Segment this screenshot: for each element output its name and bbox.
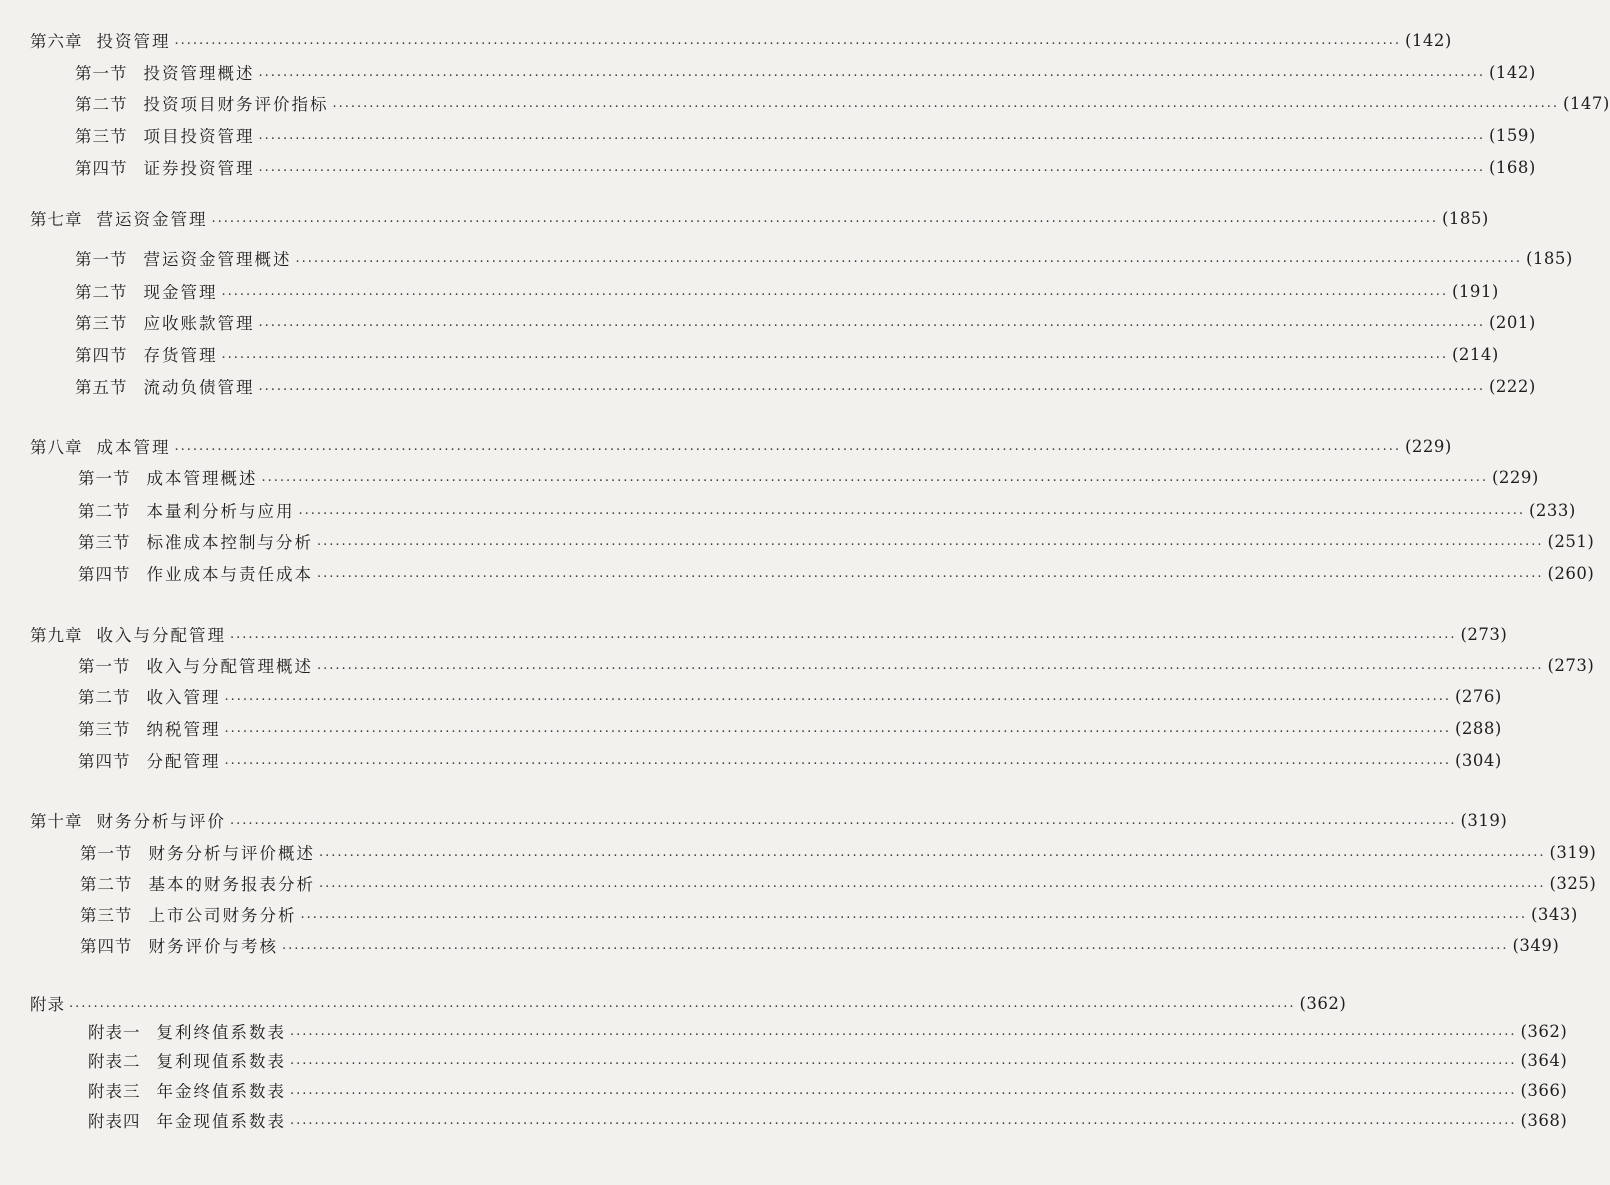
toc-section-entry[interactable] bbox=[88, 1108, 1568, 1132]
page-number: (364) bbox=[1520, 1050, 1568, 1070]
dot-leader: ........................................................................................................................................................................................................ bbox=[230, 626, 1457, 642]
entry-title: 财务分析与评价概述 bbox=[148, 844, 315, 863]
dot-leader: ........................................................................................................................................................................................................ bbox=[69, 995, 1296, 1011]
toc-section-entry[interactable] bbox=[75, 91, 1610, 115]
entry-label: 第二节 bbox=[78, 502, 131, 521]
entry-label: 第六章 bbox=[30, 32, 83, 51]
entry-title: 收入与分配管理概述 bbox=[146, 657, 313, 676]
entry-title: 营运资金管理概述 bbox=[143, 250, 292, 269]
entry-label: 附录 bbox=[30, 995, 65, 1014]
entry-label: 第三节 bbox=[75, 314, 128, 333]
entry-title: 本量利分析与应用 bbox=[146, 502, 295, 521]
toc-section-entry[interactable] bbox=[75, 246, 1573, 270]
dot-leader: ........................................................................................................................................................................................................ bbox=[298, 502, 1525, 518]
page-number: (185) bbox=[1525, 248, 1573, 268]
entry-title: 证券投资管理 bbox=[143, 159, 255, 178]
entry-label: 附表一 bbox=[88, 1023, 141, 1042]
toc-section-entry[interactable] bbox=[75, 310, 1536, 334]
page-number: (276) bbox=[1454, 686, 1502, 706]
page-number: (185) bbox=[1441, 208, 1489, 228]
dot-leader: ........................................................................................................................................................................................................ bbox=[300, 906, 1527, 922]
dot-leader: ........................................................................................................................................................................................................ bbox=[317, 565, 1544, 581]
entry-title: 年金终值系数表 bbox=[156, 1082, 286, 1101]
entry-title: 标准成本控制与分析 bbox=[146, 533, 313, 552]
entry-title: 项目投资管理 bbox=[143, 127, 255, 146]
page-number: (142) bbox=[1488, 62, 1536, 82]
dot-leader: ........................................................................................................................................................................................................ bbox=[332, 95, 1559, 111]
entry-title: 投资项目财务评价指标 bbox=[143, 95, 329, 114]
entry-label: 附表四 bbox=[88, 1112, 141, 1131]
toc-section-entry[interactable] bbox=[78, 684, 1502, 708]
toc-section-entry[interactable] bbox=[80, 933, 1560, 957]
entry-title: 存货管理 bbox=[143, 346, 218, 365]
entry-title: 复利现值系数表 bbox=[156, 1052, 286, 1071]
dot-leader: ........................................................................................................................................................................................................ bbox=[224, 752, 1451, 768]
toc-section-entry[interactable] bbox=[75, 155, 1536, 179]
page-number: (251) bbox=[1547, 531, 1595, 551]
page-number: (288) bbox=[1454, 718, 1502, 738]
dot-leader: ........................................................................................................................................................................................................ bbox=[221, 346, 1448, 362]
dot-leader: ........................................................................................................................................................................................................ bbox=[290, 1082, 1517, 1098]
dot-leader: ........................................................................................................................................................................................................ bbox=[224, 720, 1451, 736]
page-number: (168) bbox=[1488, 157, 1536, 177]
page-number: (233) bbox=[1528, 500, 1576, 520]
toc-chapter-entry[interactable] bbox=[30, 28, 1452, 52]
entry-label: 第三节 bbox=[75, 127, 128, 146]
page-number: (368) bbox=[1520, 1110, 1568, 1130]
dot-leader: ........................................................................................................................................................................................................ bbox=[317, 533, 1544, 549]
entry-label: 第二节 bbox=[75, 95, 128, 114]
entry-title: 应收账款管理 bbox=[143, 314, 255, 333]
toc-chapter-entry[interactable] bbox=[30, 991, 1347, 1015]
entry-title: 投资管理 bbox=[96, 32, 171, 51]
dot-leader: ........................................................................................................................................................................................................ bbox=[211, 210, 1438, 226]
toc-section-entry[interactable] bbox=[78, 529, 1595, 553]
page-number: (273) bbox=[1547, 655, 1595, 675]
toc-chapter-entry[interactable] bbox=[30, 622, 1508, 646]
entry-title: 年金现值系数表 bbox=[156, 1112, 286, 1131]
entry-label: 第四节 bbox=[75, 159, 128, 178]
dot-leader: ........................................................................................................................................................................................................ bbox=[258, 127, 1485, 143]
entry-title: 营运资金管理 bbox=[96, 210, 208, 229]
toc-section-entry[interactable] bbox=[75, 60, 1536, 84]
page-number: (222) bbox=[1488, 376, 1536, 396]
page-number: (304) bbox=[1454, 750, 1502, 770]
dot-leader: ........................................................................................................................................................................................................ bbox=[258, 64, 1485, 80]
entry-title: 上市公司财务分析 bbox=[148, 906, 297, 925]
entry-title: 分配管理 bbox=[146, 752, 221, 771]
entry-label: 第四节 bbox=[78, 752, 131, 771]
page-number: (349) bbox=[1512, 935, 1560, 955]
entry-label: 第二节 bbox=[80, 875, 133, 894]
toc-chapter-entry[interactable] bbox=[30, 206, 1489, 230]
dot-leader: ........................................................................................................................................................................................................ bbox=[174, 32, 1401, 48]
page-number: (214) bbox=[1451, 344, 1499, 364]
toc-section-entry[interactable] bbox=[80, 840, 1597, 864]
entry-label: 第三节 bbox=[78, 720, 131, 739]
entry-label: 附表三 bbox=[88, 1082, 141, 1101]
page-number: (229) bbox=[1491, 467, 1539, 487]
page-number: (319) bbox=[1460, 810, 1508, 830]
page-number: (366) bbox=[1520, 1080, 1568, 1100]
entry-title: 成本管理 bbox=[96, 438, 171, 457]
toc-chapter-entry[interactable] bbox=[30, 808, 1508, 832]
page-number: (260) bbox=[1547, 563, 1595, 583]
entry-title: 投资管理概述 bbox=[143, 64, 255, 83]
dot-leader: ........................................................................................................................................................................................................ bbox=[290, 1052, 1517, 1068]
entry-label: 附表二 bbox=[88, 1052, 141, 1071]
entry-label: 第八章 bbox=[30, 438, 83, 457]
page-number: (362) bbox=[1299, 993, 1347, 1013]
dot-leader: ........................................................................................................................................................................................................ bbox=[258, 314, 1485, 330]
toc-section-entry[interactable] bbox=[78, 465, 1539, 489]
entry-label: 第九章 bbox=[30, 626, 83, 645]
entry-label: 第三节 bbox=[80, 906, 133, 925]
toc-section-entry[interactable] bbox=[88, 1078, 1568, 1102]
entry-title: 财务分析与评价 bbox=[96, 812, 226, 831]
dot-leader: ........................................................................................................................................................................................................ bbox=[221, 283, 1448, 299]
entry-title: 现金管理 bbox=[143, 283, 218, 302]
dot-leader: ........................................................................................................................................................................................................ bbox=[295, 250, 1522, 266]
toc-section-entry[interactable] bbox=[78, 653, 1595, 677]
entry-title: 基本的财务报表分析 bbox=[148, 875, 315, 894]
entry-label: 第一节 bbox=[78, 657, 131, 676]
entry-label: 第十章 bbox=[30, 812, 83, 831]
entry-title: 复利终值系数表 bbox=[156, 1023, 286, 1042]
page-number: (159) bbox=[1488, 125, 1536, 145]
dot-leader: ........................................................................................................................................................................................................ bbox=[317, 657, 1544, 673]
entry-label: 第一节 bbox=[78, 469, 131, 488]
page-number: (191) bbox=[1451, 281, 1499, 301]
toc-section-entry[interactable] bbox=[78, 498, 1576, 522]
page-number: (362) bbox=[1520, 1021, 1568, 1041]
dot-leader: ........................................................................................................................................................................................................ bbox=[258, 159, 1485, 175]
dot-leader: ........................................................................................................................................................................................................ bbox=[319, 875, 1546, 891]
dot-leader: ........................................................................................................................................................................................................ bbox=[174, 438, 1401, 454]
entry-label: 第一节 bbox=[75, 64, 128, 83]
toc-section-entry[interactable] bbox=[88, 1048, 1568, 1072]
page-number: (142) bbox=[1404, 30, 1452, 50]
dot-leader: ........................................................................................................................................................................................................ bbox=[290, 1023, 1517, 1039]
toc-section-entry[interactable] bbox=[75, 123, 1536, 147]
dot-leader: ........................................................................................................................................................................................................ bbox=[224, 688, 1451, 704]
entry-title: 财务评价与考核 bbox=[148, 937, 278, 956]
entry-label: 第二节 bbox=[78, 688, 131, 707]
entry-label: 第五节 bbox=[75, 378, 128, 397]
entry-title: 作业成本与责任成本 bbox=[146, 565, 313, 584]
toc-section-entry[interactable] bbox=[78, 561, 1595, 585]
entry-title: 流动负债管理 bbox=[143, 378, 255, 397]
entry-title: 纳税管理 bbox=[146, 720, 221, 739]
dot-leader: ........................................................................................................................................................................................................ bbox=[261, 469, 1488, 485]
page-number: (273) bbox=[1460, 624, 1508, 644]
entry-label: 第三节 bbox=[78, 533, 131, 552]
entry-title: 成本管理概述 bbox=[146, 469, 258, 488]
dot-leader: ........................................................................................................................................................................................................ bbox=[282, 937, 1509, 953]
toc-section-entry[interactable] bbox=[75, 374, 1536, 398]
entry-label: 第一节 bbox=[80, 844, 133, 863]
dot-leader: ........................................................................................................................................................................................................ bbox=[319, 844, 1546, 860]
entry-label: 第七章 bbox=[30, 210, 83, 229]
page-number: (325) bbox=[1549, 873, 1597, 893]
dot-leader: ........................................................................................................................................................................................................ bbox=[290, 1112, 1517, 1128]
page-number: (147) bbox=[1562, 93, 1610, 113]
entry-title: 收入与分配管理 bbox=[96, 626, 226, 645]
dot-leader: ........................................................................................................................................................................................................ bbox=[230, 812, 1457, 828]
toc-chapter-entry[interactable] bbox=[30, 434, 1452, 458]
page-number: (201) bbox=[1488, 312, 1536, 332]
page-number: (229) bbox=[1404, 436, 1452, 456]
toc-section-entry[interactable] bbox=[88, 1019, 1568, 1043]
dot-leader: ........................................................................................................................................................................................................ bbox=[258, 378, 1485, 394]
toc-section-entry[interactable] bbox=[80, 871, 1597, 895]
toc-section-entry[interactable] bbox=[78, 748, 1502, 772]
entry-label: 第四节 bbox=[80, 937, 133, 956]
page-number: (319) bbox=[1549, 842, 1597, 862]
entry-title: 收入管理 bbox=[146, 688, 221, 707]
toc-section-entry[interactable] bbox=[78, 716, 1502, 740]
toc-section-entry[interactable] bbox=[80, 902, 1578, 926]
toc-section-entry[interactable] bbox=[75, 342, 1499, 366]
page-number: (343) bbox=[1530, 904, 1578, 924]
entry-label: 第二节 bbox=[75, 283, 128, 302]
entry-label: 第四节 bbox=[75, 346, 128, 365]
entry-label: 第四节 bbox=[78, 565, 131, 584]
toc-section-entry[interactable] bbox=[75, 279, 1499, 303]
entry-label: 第一节 bbox=[75, 250, 128, 269]
